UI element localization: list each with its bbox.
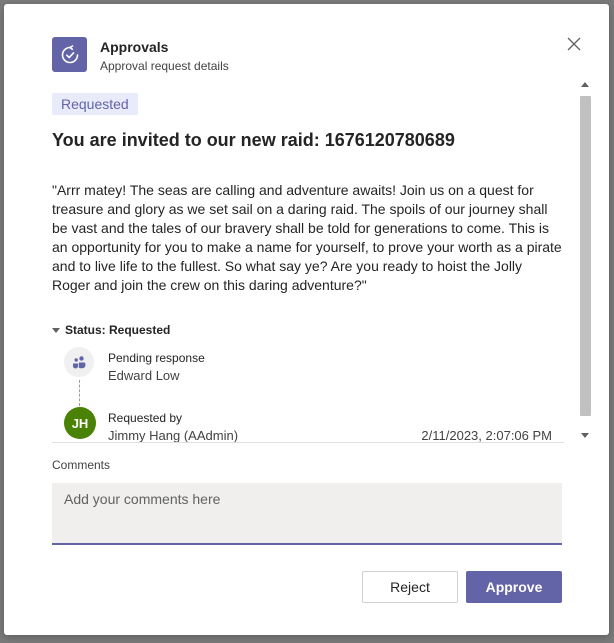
scroll-up-arrow-icon[interactable] bbox=[581, 82, 589, 87]
caret-down-icon bbox=[52, 328, 60, 333]
request-date: 2/11/2023, 2:07:06 PM bbox=[421, 428, 552, 442]
divider bbox=[52, 442, 564, 443]
scroll-down-arrow-icon[interactable] bbox=[581, 433, 589, 438]
requester-name: Jimmy Hang (AAdmin) bbox=[108, 428, 239, 442]
request-details-scroll-area[interactable] bbox=[52, 90, 564, 442]
requested-by-label: Requested by bbox=[108, 411, 183, 425]
avatar: JH bbox=[64, 407, 96, 439]
status-toggle[interactable] bbox=[52, 323, 170, 337]
comments-label: Comments bbox=[52, 458, 111, 472]
app-subtitle: Approval request details bbox=[100, 59, 229, 73]
approve-button[interactable]: Approve bbox=[466, 571, 562, 603]
status-badge: Requested bbox=[52, 93, 138, 115]
reject-button[interactable]: Reject bbox=[362, 571, 458, 603]
scrollbar[interactable] bbox=[578, 78, 592, 442]
approvals-check-icon bbox=[52, 37, 87, 72]
app-title: Approvals bbox=[100, 39, 169, 55]
request-message: "Arrr matey! The seas are calling and adventure awaits! Join us on a quest for treasure and glory as we set sail on a daring raid. The spoils of our journey shall be vast and the tales of our bravery shall be told for generations to come. This is an opportunity for you to make a name for yourself, to prove your worth as a pirate and to live life to the fullest. So what say ye? Are you ready to hoist the Jolly Roger and join the crew on this daring adventure?" bbox=[52, 182, 562, 293]
request-title: You are invited to our new raid: 1676120780689 bbox=[52, 130, 455, 150]
approval-dialog bbox=[4, 4, 609, 635]
status-toggle-label: Status: Requested bbox=[65, 323, 171, 337]
scrollbar-thumb[interactable] bbox=[580, 96, 591, 416]
group-people-icon bbox=[64, 347, 94, 377]
comments-input[interactable] bbox=[52, 483, 562, 545]
timeline-connector bbox=[79, 380, 80, 406]
close-icon[interactable] bbox=[565, 35, 583, 53]
pending-approver-name: Edward Low bbox=[108, 368, 180, 383]
pending-response-label: Pending response bbox=[108, 351, 205, 365]
